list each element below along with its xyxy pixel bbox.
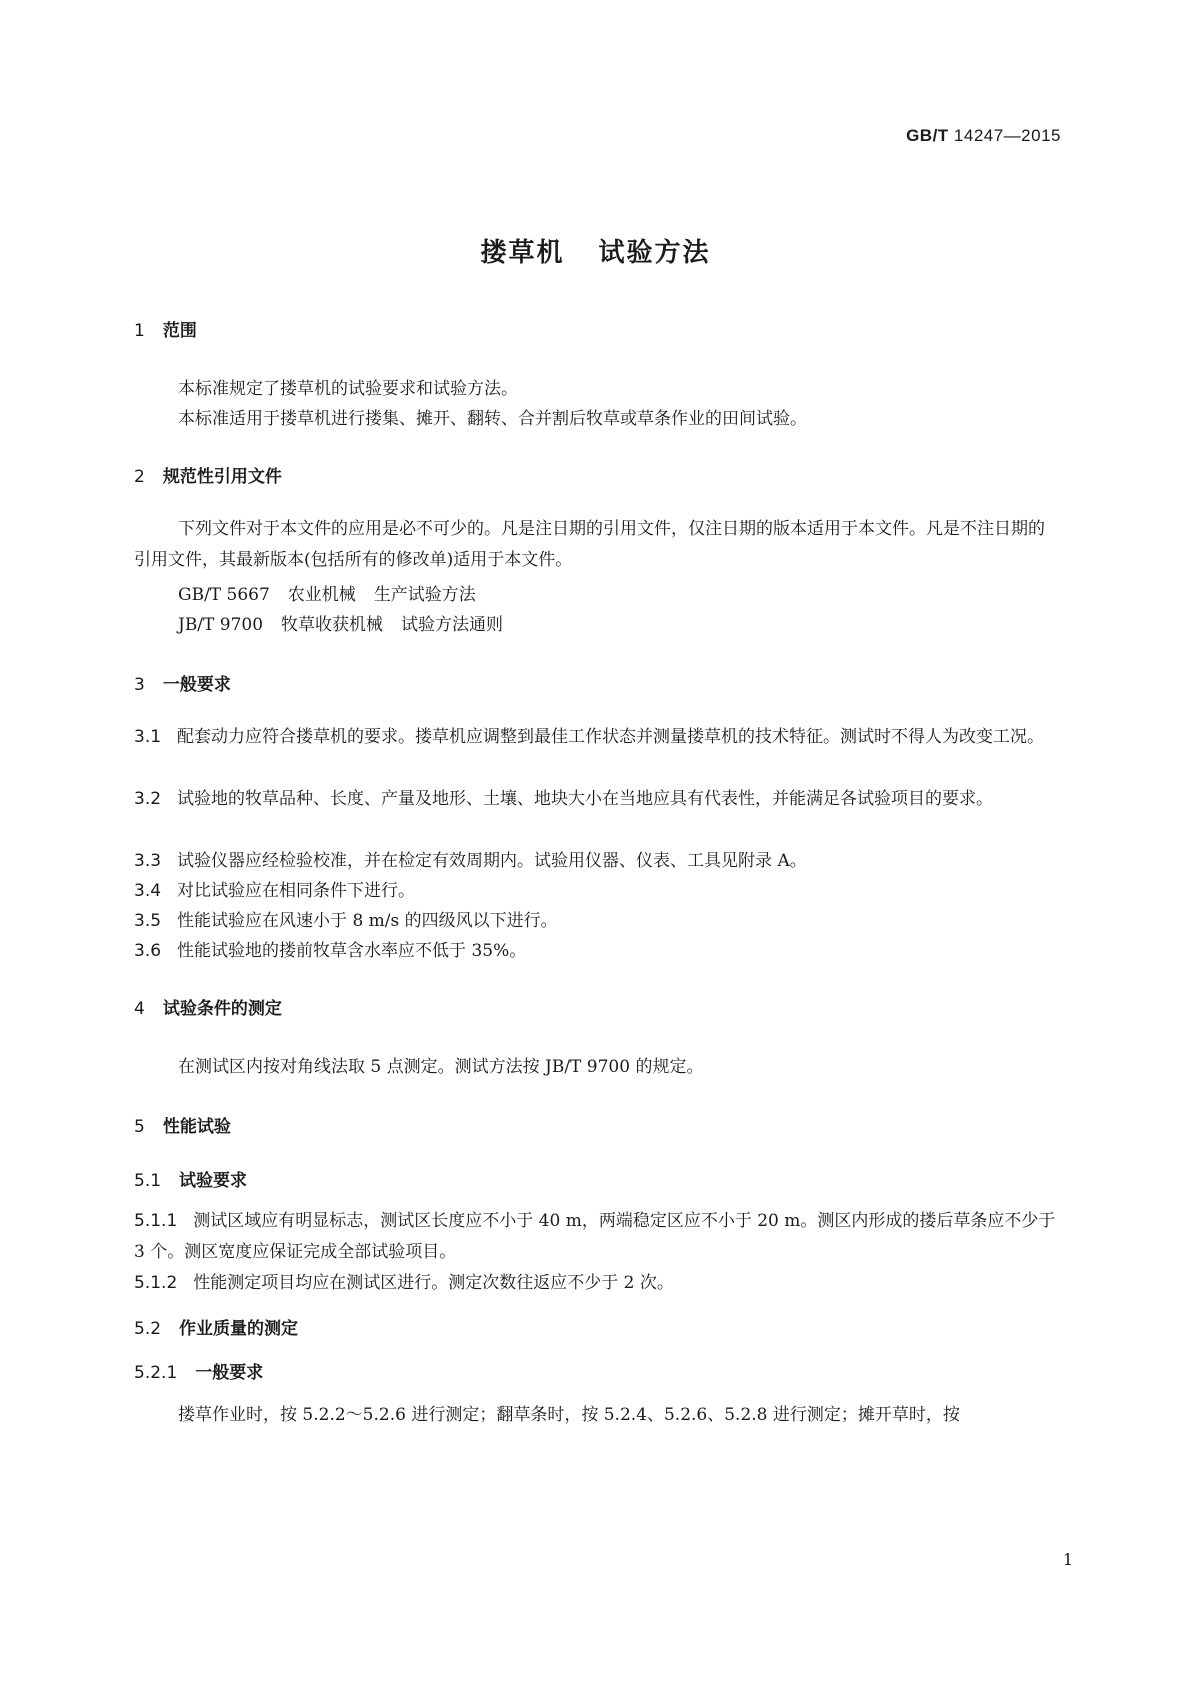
- section-number: 4: [134, 999, 145, 1019]
- clause-text: 性能测定项目均应在测试区进行。测定次数往返应不少于 2 次。: [193, 1273, 674, 1293]
- paragraph: 在测试区内按对角线法取 5 点测定。测试方法按 JB/T 9700 的规定。: [178, 1057, 704, 1077]
- clause-text: 性能试验地的搂前牧草含水率应不低于 35%。: [177, 941, 527, 961]
- section-title: 试验要求: [179, 1171, 248, 1191]
- section-number: 5.2: [134, 1319, 162, 1339]
- section-5-heading: [134, 1112, 231, 1137]
- section-number: 5: [134, 1117, 145, 1137]
- clause-text: 配套动力应符合搂草机的要求。搂草机应调整到最佳工作状态并测量搂草机的技术特征。测试时不得人为改变工况。: [177, 727, 1045, 747]
- clause-3-1: [134, 722, 1056, 753]
- page-number: 1: [1062, 1550, 1073, 1569]
- clause-text: 试验地的牧草品种、长度、产量及地形、土壤、地块大小在当地应具有代表性，并能满足各试验项目的要求。: [177, 789, 994, 809]
- reference-code: JB/T 9700: [178, 615, 264, 635]
- section-title: 性能试验: [162, 1117, 231, 1137]
- section-number: 5.2.1: [134, 1363, 178, 1383]
- section-title: 试验条件的测定: [162, 999, 282, 1019]
- clause-text: 试验仪器应经检验校准，并在检定有效周期内。试验用仪器、仪表、工具见附录 A。: [177, 851, 807, 871]
- section-3-heading: [134, 670, 231, 695]
- section-title: 范围: [162, 321, 197, 341]
- section-title: 一般要求: [195, 1363, 264, 1383]
- section-number: 3: [134, 675, 145, 695]
- clause-number: 3.5: [134, 911, 162, 931]
- paragraph: 本标准规定了搂草机的试验要求和试验方法。: [178, 379, 518, 399]
- clause-number: 5.1.2: [134, 1273, 178, 1293]
- section-title: 一般要求: [162, 675, 231, 695]
- subsection-5-1-heading: [134, 1166, 247, 1191]
- clause-5-1-2: [134, 1268, 1056, 1299]
- title-part-2: 试验方法: [598, 238, 711, 268]
- reference-name: 牧草收获机械: [281, 615, 384, 635]
- subsection-5-2-heading: [134, 1314, 298, 1339]
- clause-3-3: [134, 846, 1056, 877]
- section-4-heading: [134, 994, 282, 1019]
- standard-code: [906, 126, 1061, 146]
- clause-text: 性能试验应在风速小于 8 m/s 的四级风以下进行。: [177, 911, 558, 931]
- subsection-5-2-1-heading: [134, 1358, 263, 1383]
- paragraph: 搂草作业时，按 5.2.2～5.2.6 进行测定；翻草条时，按 5.2.4、5.2.6、5.2.8 进行测定；摊开草时，按: [178, 1405, 960, 1425]
- reference-name: 试验方法通则: [401, 615, 504, 635]
- clause-number: 5.1.1: [134, 1211, 178, 1231]
- clause-3-5: [134, 906, 1056, 937]
- clause-5-1-1: [134, 1206, 1056, 1268]
- clause-number: 3.6: [134, 941, 162, 961]
- section-title: 规范性引用文件: [162, 467, 282, 487]
- reference-code: GB/T 5667: [178, 585, 270, 605]
- standard-prefix: GB/T: [906, 126, 949, 145]
- section-number: 2: [134, 467, 145, 487]
- clause-text: 对比试验应在相同条件下进行。: [177, 881, 416, 901]
- section-title: 作业质量的测定: [179, 1319, 299, 1339]
- paragraph: 本标准适用于搂草机进行搂集、摊开、翻转、合并割后牧草或草条作业的田间试验。: [178, 409, 807, 429]
- reference-item: [178, 610, 1100, 635]
- clause-number: 3.2: [134, 789, 162, 809]
- paragraph: 下列文件对于本文件的应用是必不可少的。凡是注日期的引用文件，仅注日期的版本适用于本文件。凡是不注日期的引用文件，其最新版本(包括所有的修改单)适用于本文件。: [134, 519, 1045, 570]
- section-number: 1: [134, 321, 145, 341]
- standard-number: 14247—2015: [953, 126, 1061, 145]
- reference-item: [178, 580, 1100, 605]
- clause-number: 3.3: [134, 851, 162, 871]
- clause-number: 3.4: [134, 881, 162, 901]
- clause-text: 测试区域应有明显标志，测试区长度应不小于 40 m，两端稳定区应不小于 20 m。测区内形成的搂后草条应不少于 3 个。测区宽度应保证完成全部试验项目。: [134, 1211, 1056, 1262]
- title-part-1: 搂草机: [480, 238, 565, 268]
- clause-3-4: [134, 876, 1056, 907]
- clause-3-2: [134, 784, 1056, 815]
- section-number: 5.1: [134, 1171, 162, 1191]
- reference-name: 农业机械: [287, 585, 356, 605]
- section-1-heading: [134, 316, 197, 341]
- clause-3-6: [134, 936, 1056, 967]
- section-2-heading: [134, 462, 282, 487]
- reference-name: 生产试验方法: [373, 585, 476, 605]
- clause-number: 3.1: [134, 727, 162, 747]
- page-title: [0, 232, 1191, 269]
